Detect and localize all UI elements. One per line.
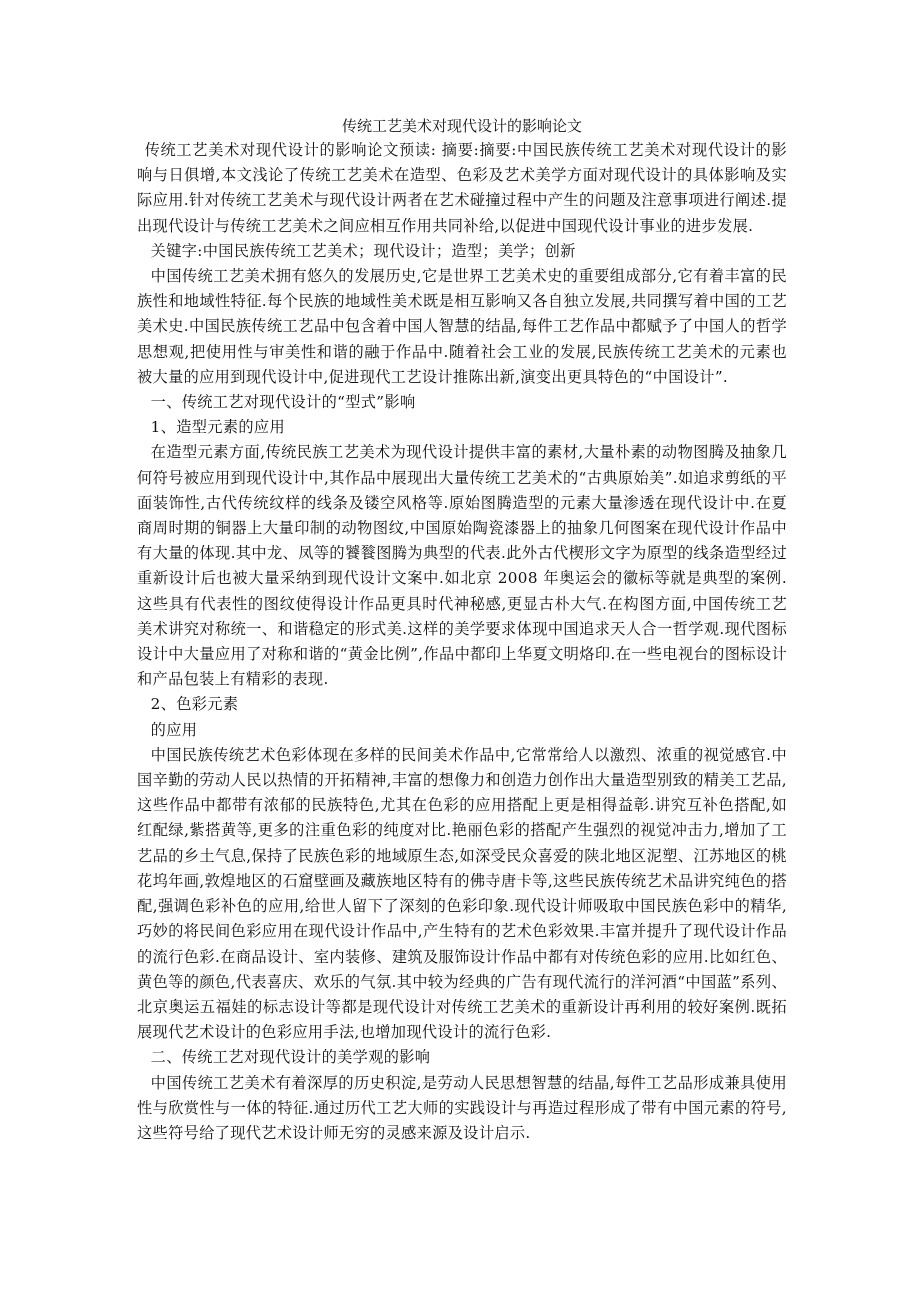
- subsection-1-1-body: 在造型元素方面,传统民族工艺美术为现代设计提供丰富的素材,大量朴素的动物图腾及抽象几何符号被应用到现代设计中,其作品中展现出大量传统工艺美术的“古典原始美”.如追求剪纸的平面装饰性,古代传统纹样的线条及镂空风格等.原始图腾造型的元素大量渗透在现代设计中.在夏商周时期的铜器上大量印制的动物图纹,中国原始陶瓷漆器上的抽象几何图案在现代设计作品中有大量的体现.其中龙、凤等的饕餮图腾为典型的代表.此外古代楔形文字为原型的线条造型经过重新设计后也被大量采纳到现代设计文案中.如北京 2008 年奥运会的徽标等就是典型的案例.这些具有代表性的图纹使得设计作品更具时代神秘感,更显古朴大气.在构图方面,中国传统工艺美术讲究对称统一、和谐稳定的形式美.这样的美学要求体现中国追求天人合一哲学观.现代图标设计中大量应用了对称和谐的“黄金比例”,作品中都印上华夏文明烙印.在一些电视台的图标设计和产品包装上有精彩的表现.: [137, 443, 787, 689]
- abstract-paragraph: 传统工艺美术对现代设计的影响论文预读: 摘要:摘要:中国民族传统工艺美术对现代设计的影响与日俱增,本文浅论了传统工艺美术在造型、色彩及艺术美学方面对现代设计的具体影响及实际应用.针对传统工艺美术与现代设计两者在艺术碰撞过程中产生的问题及注意事项进行阐述.提出现代设计与传统工艺美术之间应相互作用共同补给,以促进中国现代设计事业的进步发展.: [137, 141, 787, 235]
- keywords-line: 关键字:中国民族传统工艺美术；现代设计；造型；美学；创新: [150, 241, 576, 260]
- document-title: 传统工艺美术对现代设计的影响论文: [341, 117, 582, 135]
- intro-paragraph: 中国传统工艺美术拥有悠久的发展历史,它是世界工艺美术史的重要组成部分,它有着丰富的民族性和地域性特征.每个民族的地域性美术既是相互影响又各自独立发展,共同撰写着中国的工艺美术史.中国民族传统工艺品中包含着中国人智慧的结晶,每件工艺作品中都赋予了中国人的哲学思想观,把使用性与审美性和谐的融于作品中.随着社会工业的发展,民族传统工艺美术的元素也被大量的应用到现代设计中,促进现代工艺设计推陈出新,演变出更具特色的“中国设计”.: [137, 267, 787, 386]
- subsection-1-2-heading: 2、色彩元素: [150, 695, 239, 714]
- subsection-1-2-heading-continuation: 的应用: [150, 720, 198, 739]
- subsection-1-2-body: 中国民族传统艺术色彩体现在多样的民间美术作品中,它常常给人以激烈、浓重的视觉感官.中国辛勤的劳动人民以热情的开拓精神,丰富的想像力和创造力创作出大量造型别致的精美工艺品,这些作品中都带有浓郁的民族特色,尤其在色彩的应用搭配上更是相得益彰.讲究互补色搭配,如红配绿,紫搭黄等,更多的注重色彩的纯度对比.艳丽色彩的搭配产生强烈的视觉冲击力,增加了工艺品的乡土气息,保持了民族色彩的地域原生态,如深受民众喜爱的陕北地区泥塑、江苏地区的桃花坞年画,敦煌地区的石窟壁画及藏族地区特有的佛寺唐卡等,这些民族传统艺术品讲究纯色的搭配,强调色彩补色的应用,给世人留下了深刻的色彩印象.现代设计师吸取中国民族色彩中的精华,巧妙的将民间色彩应用在现代设计作品中,产生特有的艺术色彩效果.丰富并提升了现代设计作品的流行色彩.在商品设计、室内装修、建筑及服饰设计作品中都有对传统色彩的应用.比如红色、黄色等的颜色,代表喜庆、欢乐的气氛.其中较为经典的广告有现代流行的洋河酒“中国蓝”系列、北京奥运五福娃的标志设计等都是现代设计对传统工艺美术的重新设计再利用的较好案例.既拓展现代艺术设计的色彩应用手法,也增加现代设计的流行色彩.: [137, 745, 787, 1042]
- document-page: [137, 114, 787, 1146]
- section-2-body: 中国传统工艺美术有着深厚的历史积淀,是劳动人民思想智慧的结晶,每件工艺品形成兼具使用性与欣赏性与一体的特征.通过历代工艺大师的实践设计与再造过程形成了带有中国元素的符号,这些符号给了现代艺术设计师无穷的灵感来源及设计启示.: [137, 1073, 787, 1142]
- section-1-heading: 一、传统工艺对现代设计的“型式”影响: [150, 393, 416, 412]
- subsection-1-1-heading: 1、造型元素的应用: [150, 418, 285, 437]
- section-2-heading: 二、传统工艺对现代设计的美学观的影响: [150, 1048, 431, 1067]
